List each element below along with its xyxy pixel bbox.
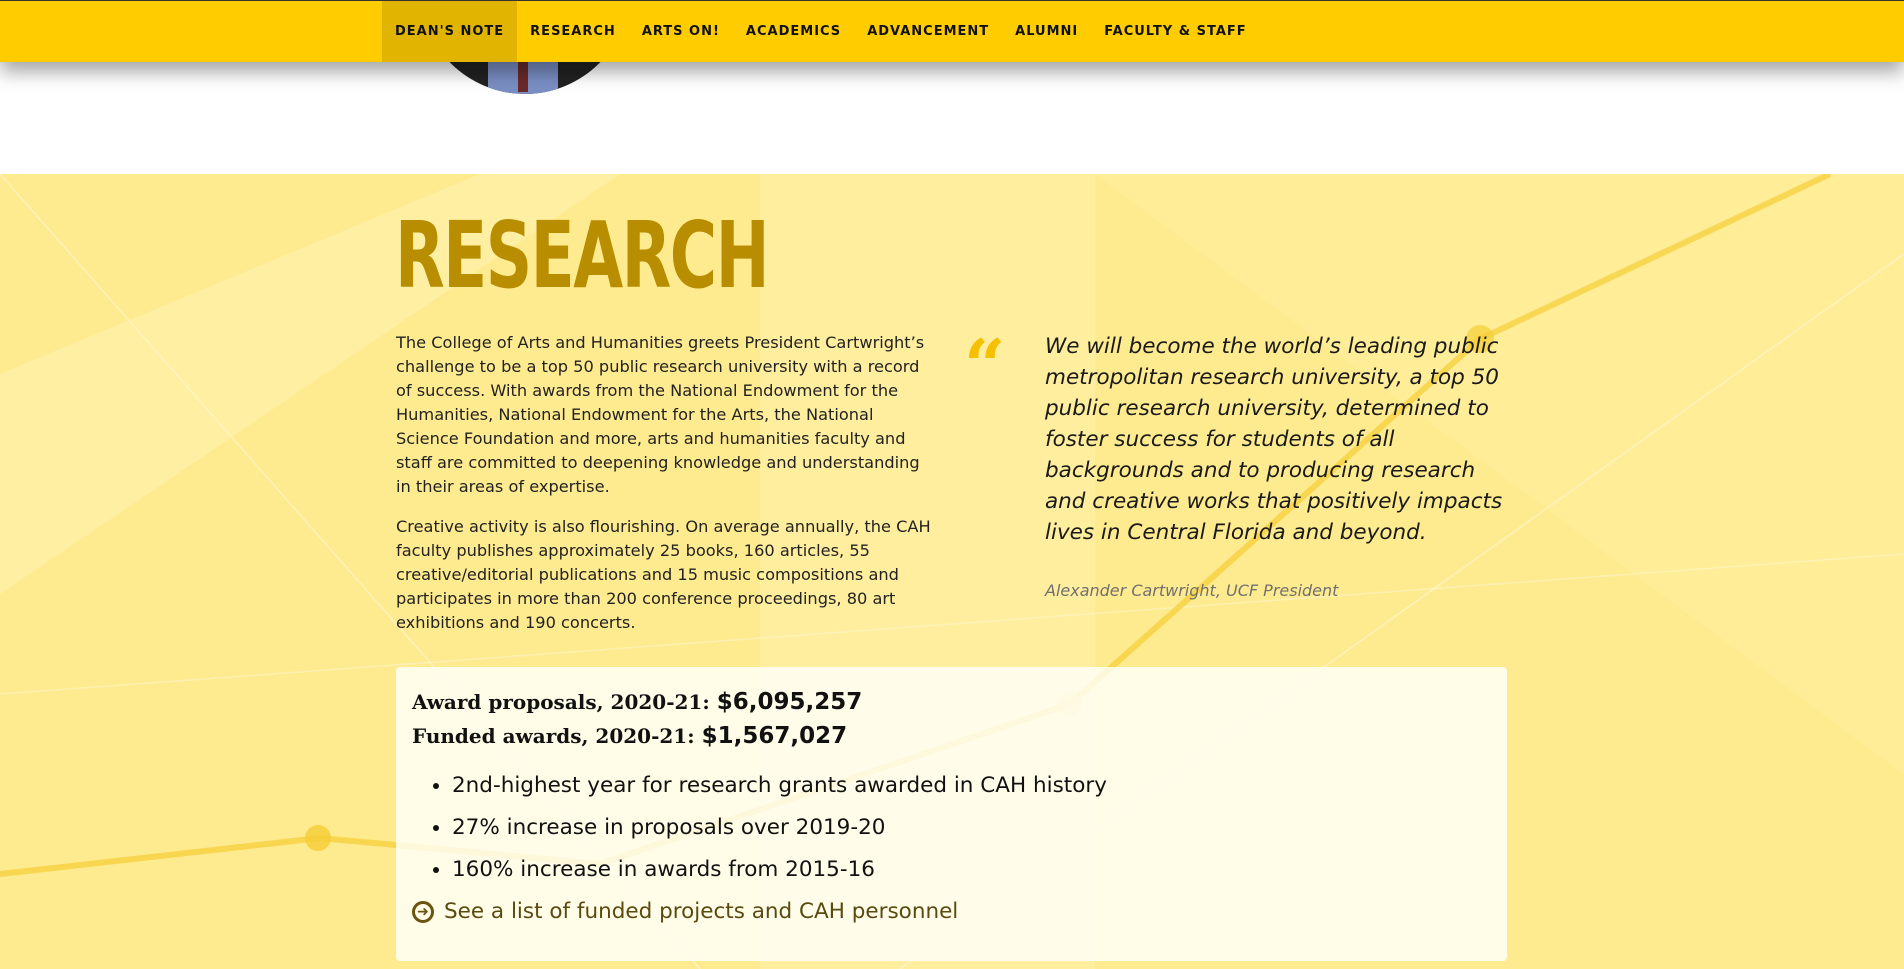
research-paragraph-2: Creative activity is also flourishing. On average annually, the CAH faculty publishes approximately 25 books, 160 articles, 55 creative/editorial publications and 15 music compositions and participates in more than 200 conference proceedings, 80 art exhibitions and 190 concerts.	[396, 517, 931, 632]
nav-item-academics[interactable]: ACADEMICS	[745, 24, 842, 39]
nav-item-faculty-staff[interactable]: FACULTY & STAFF	[1104, 24, 1247, 39]
funded-awards-value: $1,567,027	[701, 723, 848, 749]
funded-awards-line	[412, 723, 1491, 757]
top-navigation	[0, 0, 1904, 62]
research-stats-card	[396, 667, 1507, 961]
nav-list	[382, 1, 1260, 63]
research-paragraph-1: The College of Arts and Humanities greets President Cartwright’s challenge to be a top 50 public research university with a record of success. With awards from the National Endowment for the Humanities, National Endowment for the Arts, the National Science Foundation and more, arts and humanities faculty and staff are committed to deepening knowledge and understanding in their areas of expertise.	[396, 333, 925, 496]
nav-item-deans-note[interactable]: DEAN'S NOTE	[382, 1, 517, 62]
award-proposals-value: $6,095,257	[716, 689, 863, 715]
list-item: • 27% increase in proposals over 2019-20	[452, 807, 1491, 849]
nav-item-advancement[interactable]: ADVANCEMENT	[867, 24, 990, 39]
research-intro	[396, 331, 936, 651]
quote-attribution: Alexander Cartwright, UCF President	[1045, 581, 1339, 600]
funded-projects-link-label: See a list of funded projects and CAH personnel	[444, 899, 959, 924]
research-highlights-list	[412, 765, 1491, 891]
list-item: • 160% increase in awards from 2015-16	[452, 849, 1491, 891]
nav-item-alumni[interactable]: ALUMNI	[1015, 24, 1079, 39]
nav-item-research[interactable]: RESEARCH	[530, 24, 616, 39]
award-proposals-label: Award proposals, 2020-21:	[412, 690, 710, 714]
nav-item-arts-on[interactable]: ARTS ON!	[641, 24, 720, 39]
funded-projects-link[interactable]	[412, 899, 1491, 924]
funded-awards-label: Funded awards, 2020-21:	[412, 724, 695, 748]
circle-arrow-right-icon: ➜	[412, 901, 434, 923]
president-quote: We will become the world’s leading public metropolitan research university, a top 50 public research university, determined to foster success for students of all backgrounds and to producing research and creative works that positively impacts lives in Central Florida and beyond.	[1045, 334, 1503, 545]
research-heading: RESEARCH	[395, 202, 769, 309]
award-proposals-line	[412, 689, 1491, 723]
quote-mark-icon: “	[964, 323, 1006, 408]
list-item: • 2nd-highest year for research grants awarded in CAH history	[452, 765, 1491, 807]
